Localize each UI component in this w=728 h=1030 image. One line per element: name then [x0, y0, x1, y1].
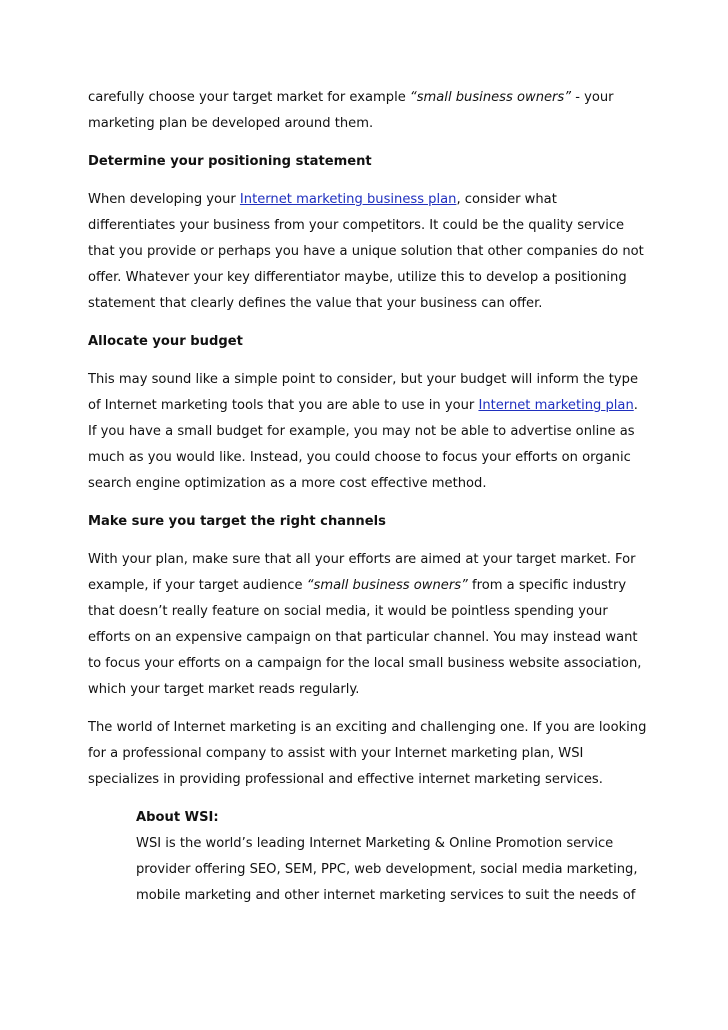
channels-text-end: from a specific industry that doesn’t really feature on social media, it would be pointless spending your efforts on an expensive campaign on that particular channel. You may instead want to focus your efforts on a campaign for the local small business website association, which your target market reads regularly. — [88, 578, 642, 697]
positioning-heading: Determine your positioning statement — [88, 154, 372, 169]
internet-marketing-business-plan-link[interactable]: Internet marketing business plan — [239, 192, 457, 207]
intro-text-end: - your marketing plan be developed around them. — [88, 90, 614, 131]
channels-text: With your plan, make sure that all your efforts are aimed at your target market. For example, if your target audience — [88, 552, 636, 593]
intro-quote: “small business owners” — [409, 90, 572, 105]
budget-text-end: . If you have a small budget for example, you may not be able to advertise online as much as you would like. Instead, you could choose to focus your efforts on organic search engine optimization as a more cost effective method. — [88, 398, 638, 491]
budget-paragraph — [88, 367, 648, 497]
budget-text: This may sound like a simple point to consider, but your budget will inform the type of Internet marketing tools that you are able to use in your — [88, 372, 639, 413]
channels-quote: “small business owners” — [306, 578, 468, 593]
intro-text: carefully choose your target market for example — [88, 90, 410, 105]
channels-heading: Make sure you target the right channels — [88, 514, 386, 529]
positioning-paragraph — [88, 187, 648, 317]
budget-heading: Allocate your budget — [88, 334, 243, 349]
closing-paragraph: The world of Internet marketing is an exciting and challenging one. If you are looking for a professional company to assist with your Internet marketing plan, WSI specializes in providing professional and effective internet marketing services. — [88, 720, 647, 787]
positioning-text-end: , consider what differentiates your business from your competitors. It could be the quality service that you provide or perhaps you have a unique solution that other companies do not offer. Whatever your key differentiator maybe, utilize this to develop a positioning statement that clearly defines the value that your business can offer. — [88, 192, 644, 311]
about-paragraph: WSI is the world’s leading Internet Marketing & Online Promotion service provider offering SEO, SEM, PPC, web development, social media marketing, mobile marketing and other internet marketing services to suit the needs of — [136, 836, 638, 903]
about-wsi-block — [136, 805, 648, 909]
channels-paragraph — [88, 547, 648, 703]
internet-marketing-plan-link[interactable]: Internet marketing plan — [478, 398, 634, 413]
document-body — [88, 85, 648, 909]
about-heading: About WSI: — [136, 810, 219, 825]
intro-paragraph — [88, 85, 648, 137]
positioning-text: When developing your — [88, 192, 240, 207]
